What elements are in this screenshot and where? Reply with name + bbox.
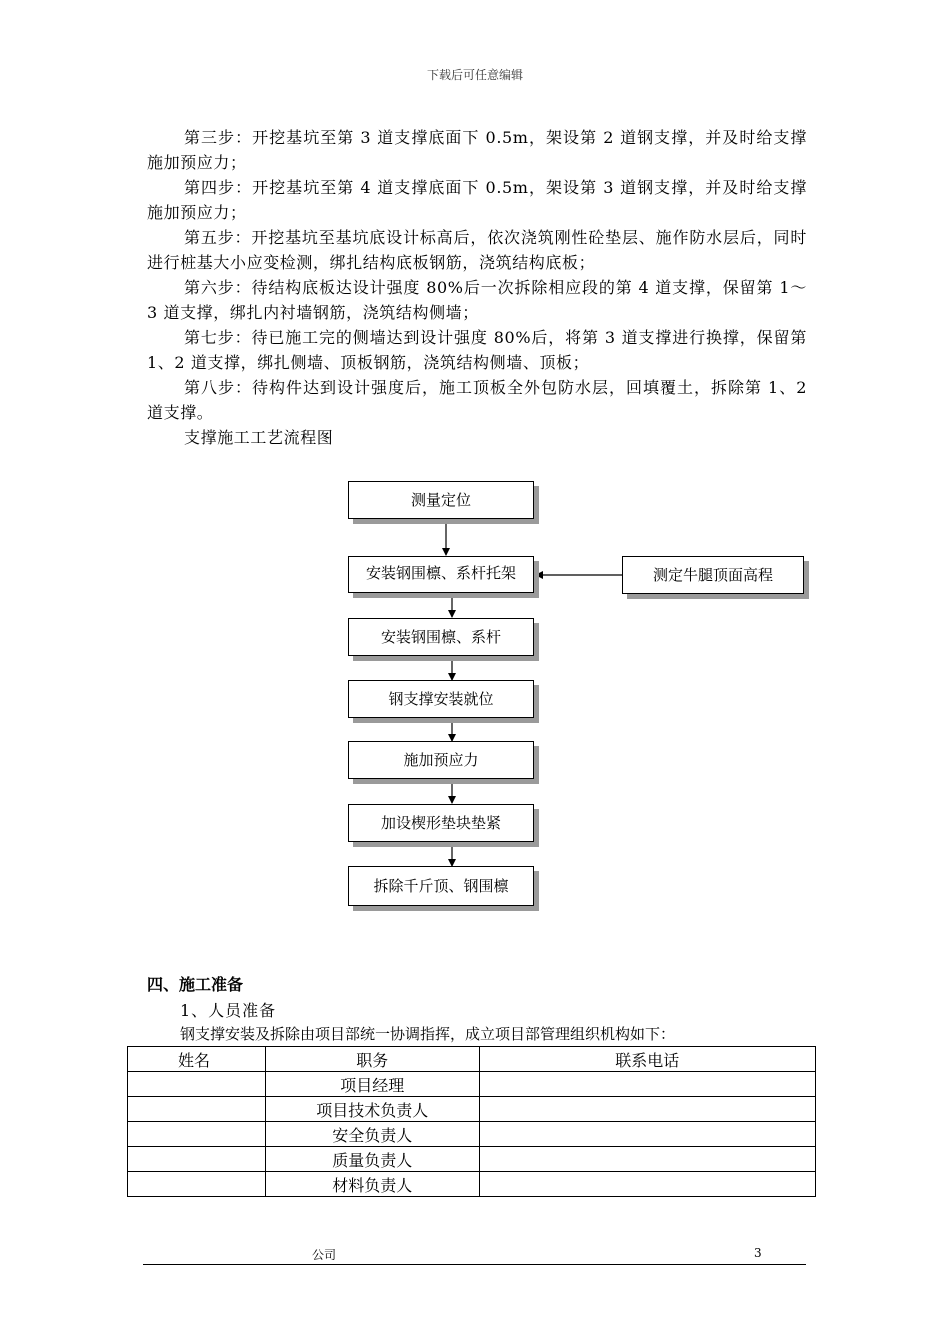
cell-phone: [479, 1147, 815, 1172]
flow-box-strut-placement: 钢支撑安装就位: [348, 680, 534, 718]
table-row: [128, 1172, 816, 1197]
flow-box-side-elevation: 测定牛腿顶面高程: [622, 556, 804, 594]
cell-phone: [479, 1172, 815, 1197]
step-8: 第八步：待构件达到设计强度后，施工顶板全外包防水层，回填覆土，拆除第 1、2 道支撑。: [147, 378, 807, 422]
section-subheading: 1、人员准备: [180, 1001, 277, 1020]
header-phone: 联系电话: [479, 1047, 815, 1072]
footer-company: 公司: [312, 1248, 337, 1262]
table-row: [128, 1147, 816, 1172]
table-header-row: [128, 1047, 816, 1072]
flow-box-remove-jack: 拆除千斤顶、钢围檩: [348, 866, 534, 906]
cell-position: 项目技术负责人: [265, 1097, 479, 1122]
step-7: 第七步：待已施工完的侧墙达到设计强度 80%后，将第 3 道支撑进行换撑，保留第 1、2 道支撑，绑扎侧墙、顶板钢筋，浇筑结构侧墙、顶板；: [147, 328, 807, 372]
cell-phone: [479, 1122, 815, 1147]
cell-phone: [479, 1097, 815, 1122]
page-header: 下载后可任意编辑: [426, 68, 523, 82]
flow-box-prestress: 施加预应力: [348, 741, 534, 779]
cell-name: [128, 1072, 266, 1097]
step-5: 第五步：开挖基坑至基坑底设计标高后，依次浇筑刚性砼垫层、施作防水层后，同时进行桩基大小应变检测，绑扎结构底板钢筋，浇筑结构底板；: [147, 228, 807, 272]
cell-position: 项目经理: [265, 1072, 479, 1097]
table-row: [128, 1122, 816, 1147]
flow-box-install-wale: 安装钢围檩、系杆: [348, 618, 534, 656]
cell-phone: [479, 1072, 815, 1097]
flow-box-survey: 测量定位: [348, 481, 534, 519]
cell-name: [128, 1147, 266, 1172]
header-name: 姓名: [128, 1047, 266, 1072]
cell-position: 材料负责人: [265, 1172, 479, 1197]
header-position: 职务: [265, 1047, 479, 1072]
cell-position: 安全负责人: [265, 1122, 479, 1147]
table-row: [128, 1097, 816, 1122]
footer-divider: [143, 1264, 806, 1265]
cell-name: [128, 1122, 266, 1147]
flow-box-wedge: 加设楔形垫块垫紧: [348, 804, 534, 842]
step-4: 第四步：开挖基坑至第 4 道支撑底面下 0.5m，架设第 3 道钢支撑，并及时给支撑施加预应力；: [147, 178, 807, 222]
staff-table: [127, 1046, 816, 1197]
step-6: 第六步：待结构底板达设计强度 80%后一次拆除相应段的第 4 道支撑，保留第 1～3 道支撑，绑扎内衬墙钢筋，浇筑结构侧墙；: [147, 278, 807, 322]
cell-name: [128, 1172, 266, 1197]
table-row: [128, 1072, 816, 1097]
page-number: 3: [754, 1246, 762, 1260]
section-heading: 四、施工准备: [147, 975, 244, 994]
step-3: 第三步：开挖基坑至第 3 道支撑底面下 0.5m，架设第 2 道钢支撑，并及时给支撑施加预应力；: [147, 128, 807, 172]
flow-box-install-bracket: 安装钢围檩、系杆托架: [348, 556, 534, 593]
cell-position: 质量负责人: [265, 1147, 479, 1172]
flow-caption: 支撑施工工艺流程图: [184, 428, 334, 447]
section-intro: 钢支撑安装及拆除由项目部统一协调指挥，成立项目部管理组织机构如下：: [180, 1025, 676, 1043]
cell-name: [128, 1097, 266, 1122]
